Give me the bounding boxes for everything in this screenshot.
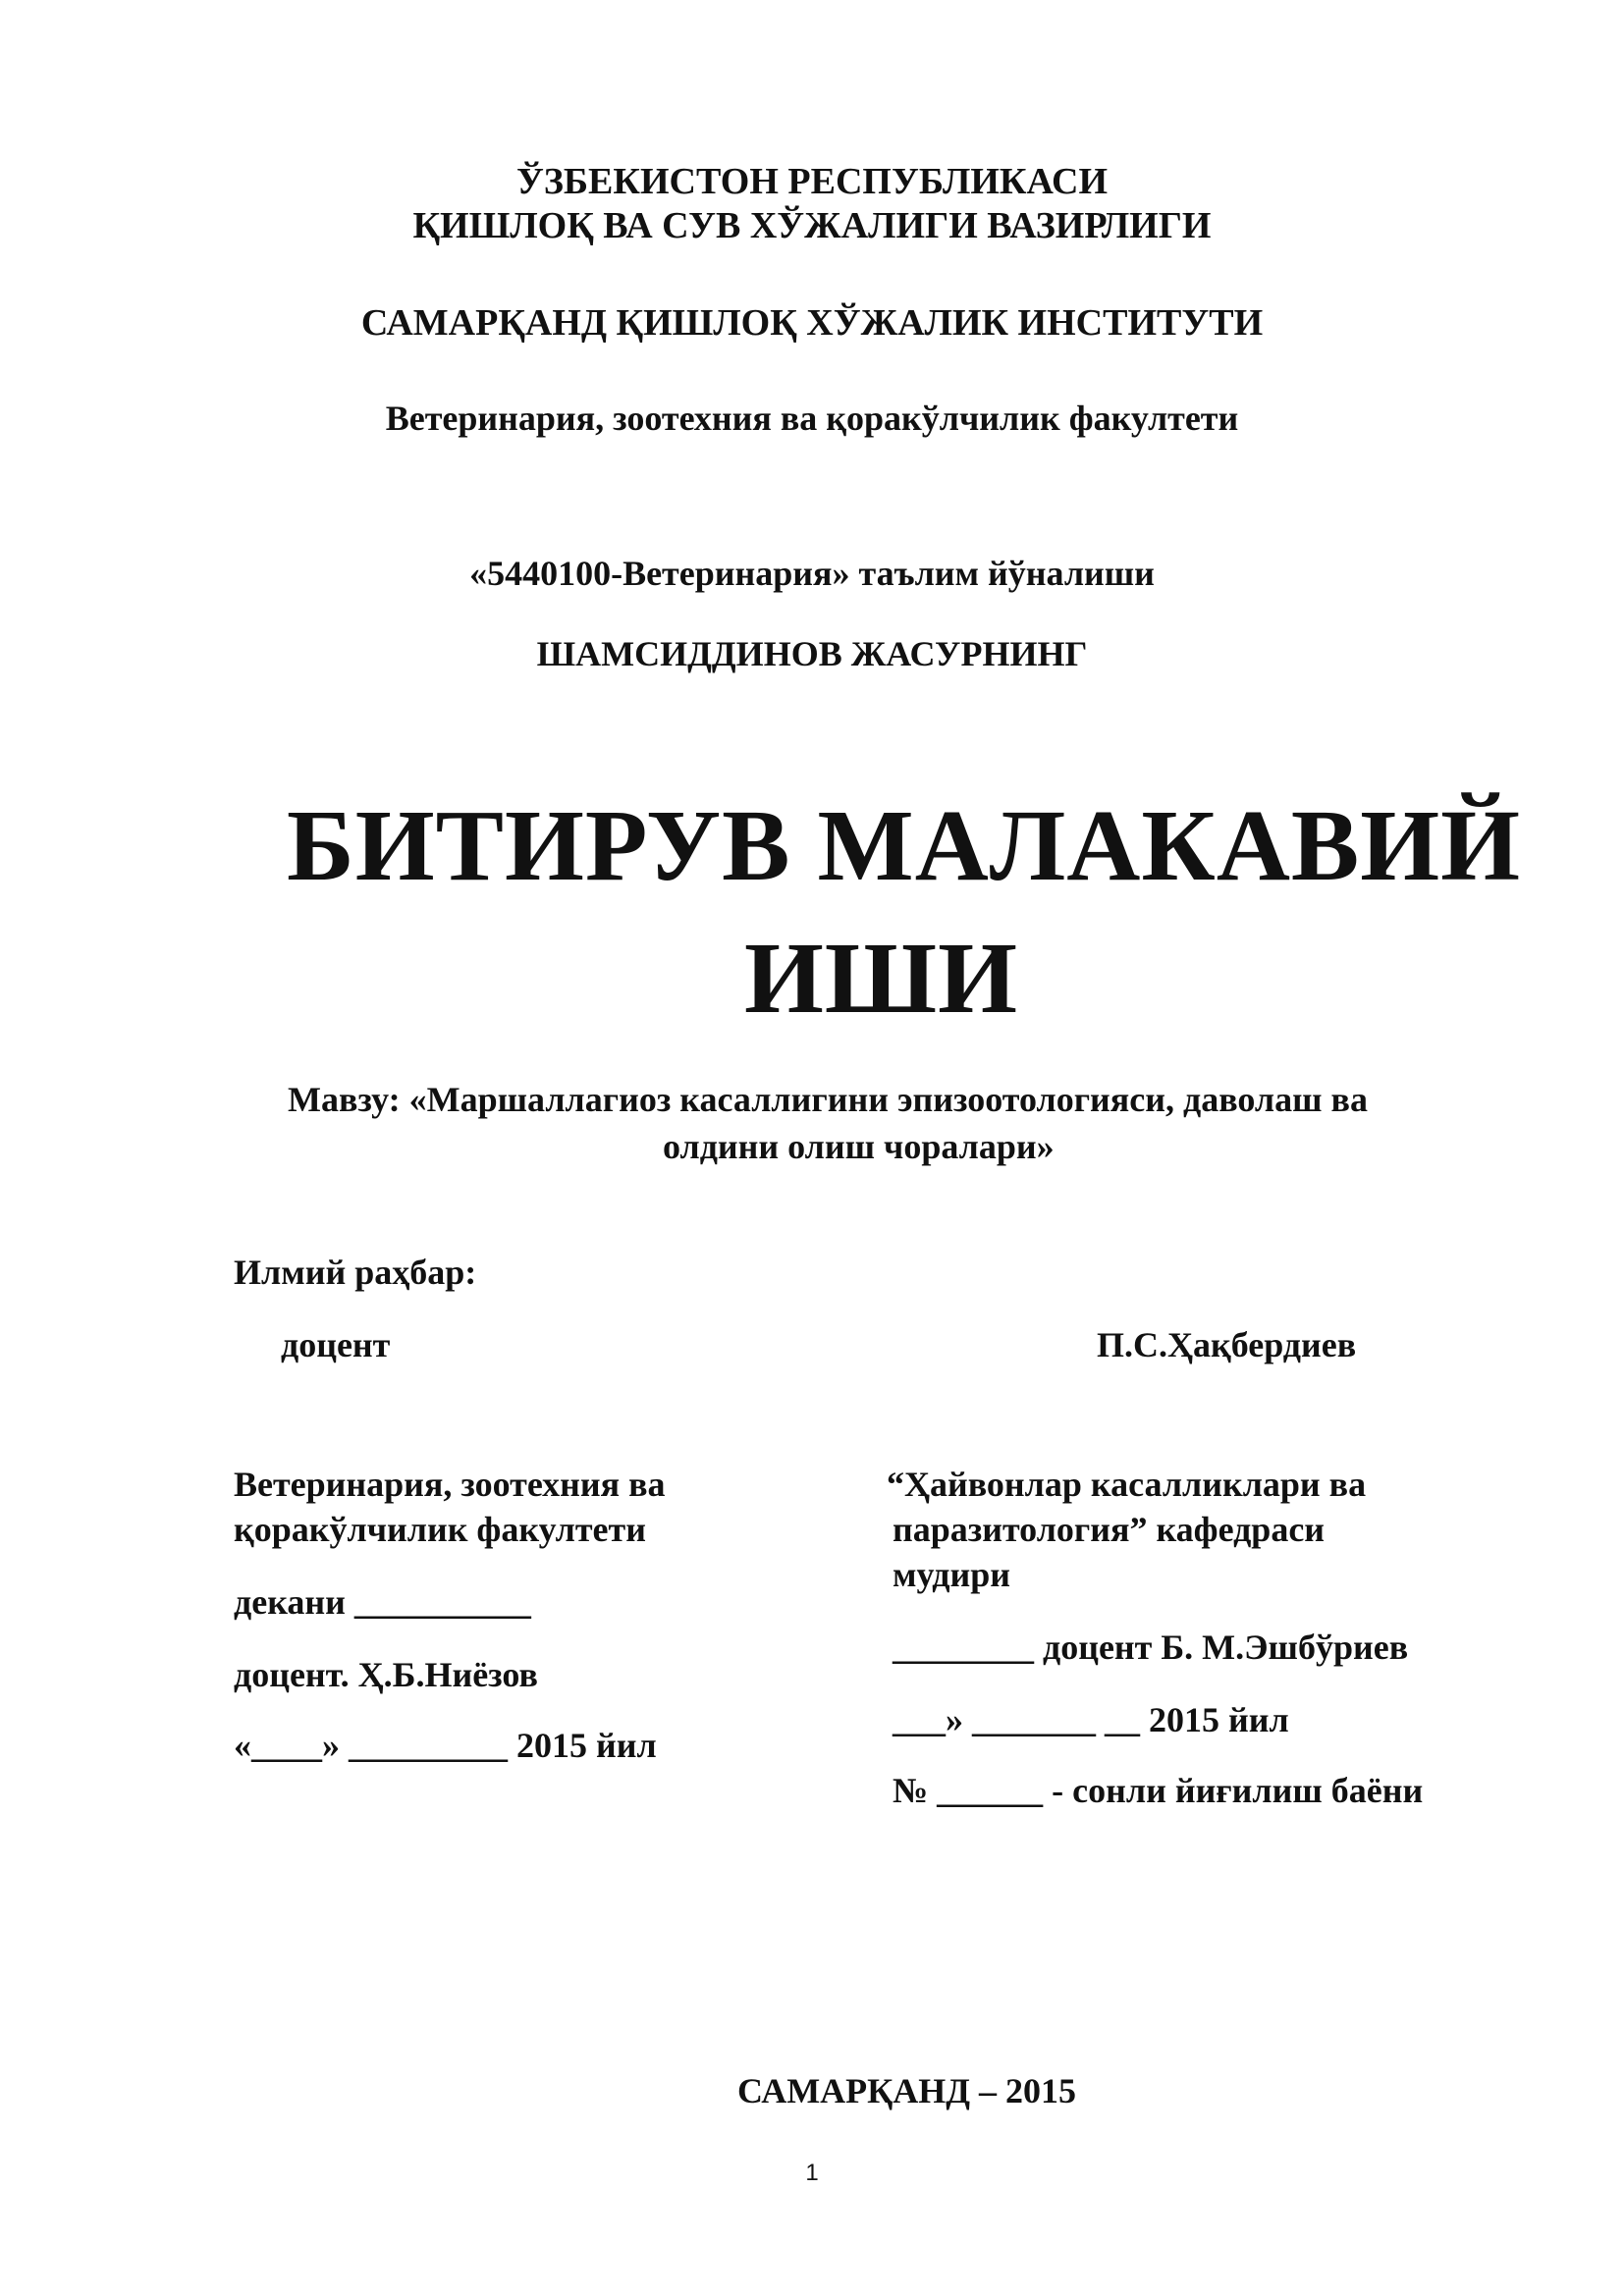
institute-heading: САМАРҚАНД ҚИШЛОҚ ХЎЖАЛИК ИНСТИТУТИ (360, 302, 1264, 344)
department-head-signature: ________ доцент Б. М.Эшбўриев (893, 1628, 1409, 1667)
protocol-line: № ______ - сонли йиғилиш баёни (893, 1771, 1424, 1810)
author-line: ШАМСИДДИНОВ ЖАСУРНИНГ (536, 634, 1088, 673)
department-date-line: ___» _______ __ 2015 йил (893, 1700, 1289, 1739)
program-line: «5440100-Ветеринария» таълим йўналиши (469, 554, 1155, 593)
page-number: 1 (805, 2160, 819, 2186)
dean-faculty-line-2: қоракўлчилик факултети (234, 1510, 646, 1549)
topic-line-2: олдини олиш чоралари» (663, 1127, 1055, 1166)
department-line-2: паразитология” кафедраси (893, 1510, 1326, 1549)
supervisor-name: П.С.Ҳақбердиев (1097, 1325, 1357, 1364)
topic-line-1: Мавзу: «Маршаллагиоз касаллигини эпизоотологияси, даволаш ва (288, 1080, 1368, 1119)
dean-signature-line: декани __________ (234, 1582, 531, 1622)
supervisor-label: Илмий раҳбар: (234, 1253, 477, 1292)
document-title-line-2: ИШИ (744, 922, 1018, 1035)
republic-heading: ЎЗБЕКИСТОН РЕСПУБЛИКАСИ (515, 161, 1109, 202)
document-title-line-1: БИТИРУВ МАЛАКАВИЙ (287, 789, 1522, 902)
dean-name: доцент. Ҳ.Б.Ниёзов (234, 1655, 538, 1694)
dean-date-line: «____» _________ 2015 йил (234, 1726, 657, 1765)
department-line-1: “Ҳайвонлар касалликлари ва (887, 1465, 1367, 1504)
dean-faculty-line-1: Ветеринария, зоотехния ва (234, 1465, 666, 1504)
ministry-heading: ҚИШЛОҚ ВА СУВ ХЎЖАЛИГИ ВАЗИРЛИГИ (412, 205, 1212, 246)
supervisor-position: доцент (281, 1325, 391, 1364)
faculty-heading: Ветеринария, зоотехния ва қоракўлчилик факултети (385, 399, 1239, 438)
department-line-3: мудири (893, 1555, 1010, 1594)
city-year-footer: САМАРҚАНД – 2015 (737, 2071, 1077, 2110)
